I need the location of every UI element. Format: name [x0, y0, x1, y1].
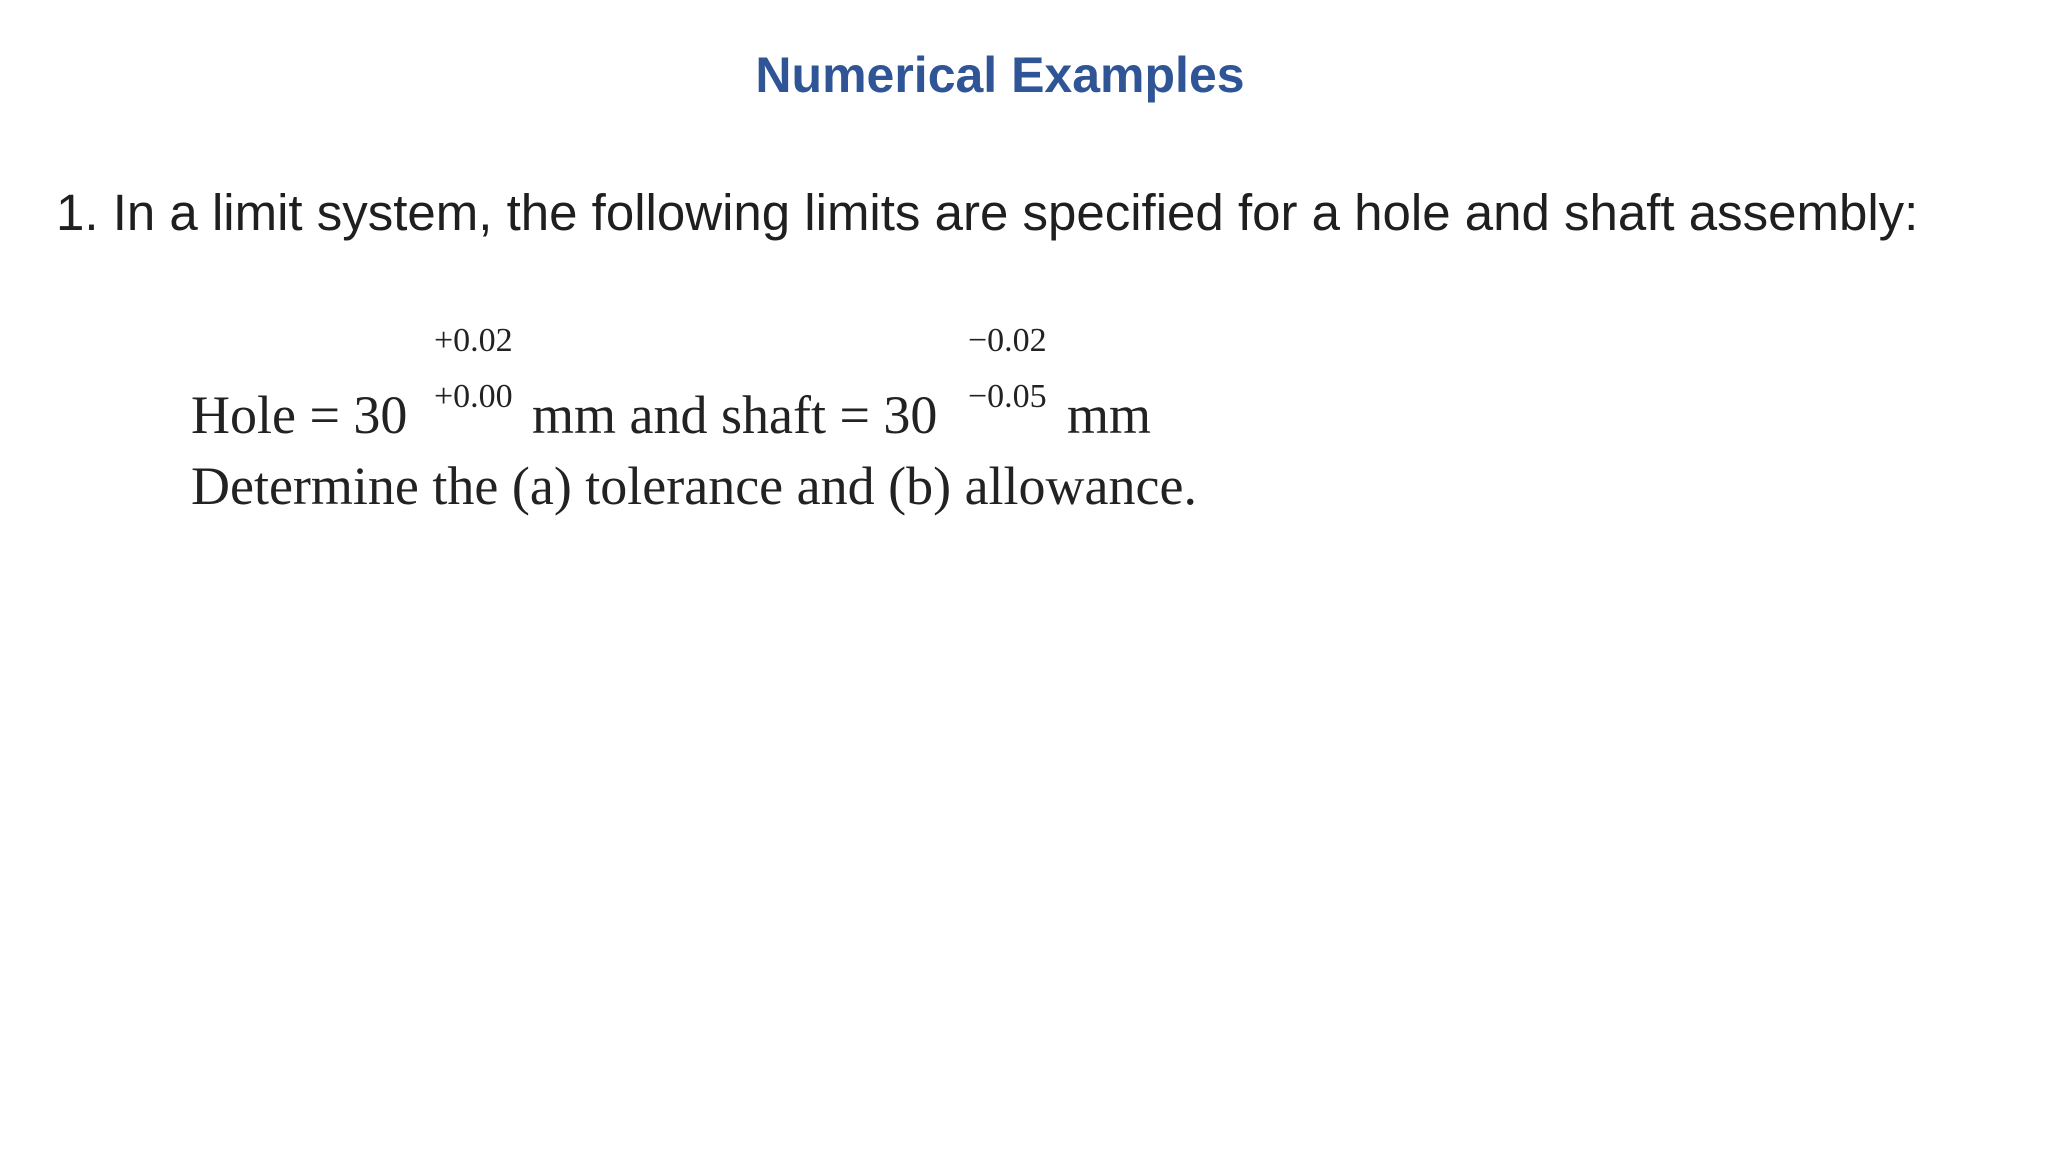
shaft-lower-deviation: −0.05 [968, 378, 1047, 415]
equation-unit: mm [1067, 385, 1152, 445]
hole-lower-deviation: +0.00 [434, 378, 513, 415]
problem-statement: 1. In a limit system, the following limits are specified for a hole and shaft assembly: [56, 184, 1919, 241]
equation-middle-text: mm and shaft = 30 [532, 385, 938, 445]
question-text: Determine the (a) tolerance and (b) allowance. [191, 456, 1197, 516]
slide-title: Numerical Examples [755, 47, 1245, 103]
shaft-upper-deviation: −0.02 [968, 322, 1047, 359]
hole-label: Hole = 30 [191, 385, 408, 445]
hole-upper-deviation: +0.02 [434, 322, 513, 359]
